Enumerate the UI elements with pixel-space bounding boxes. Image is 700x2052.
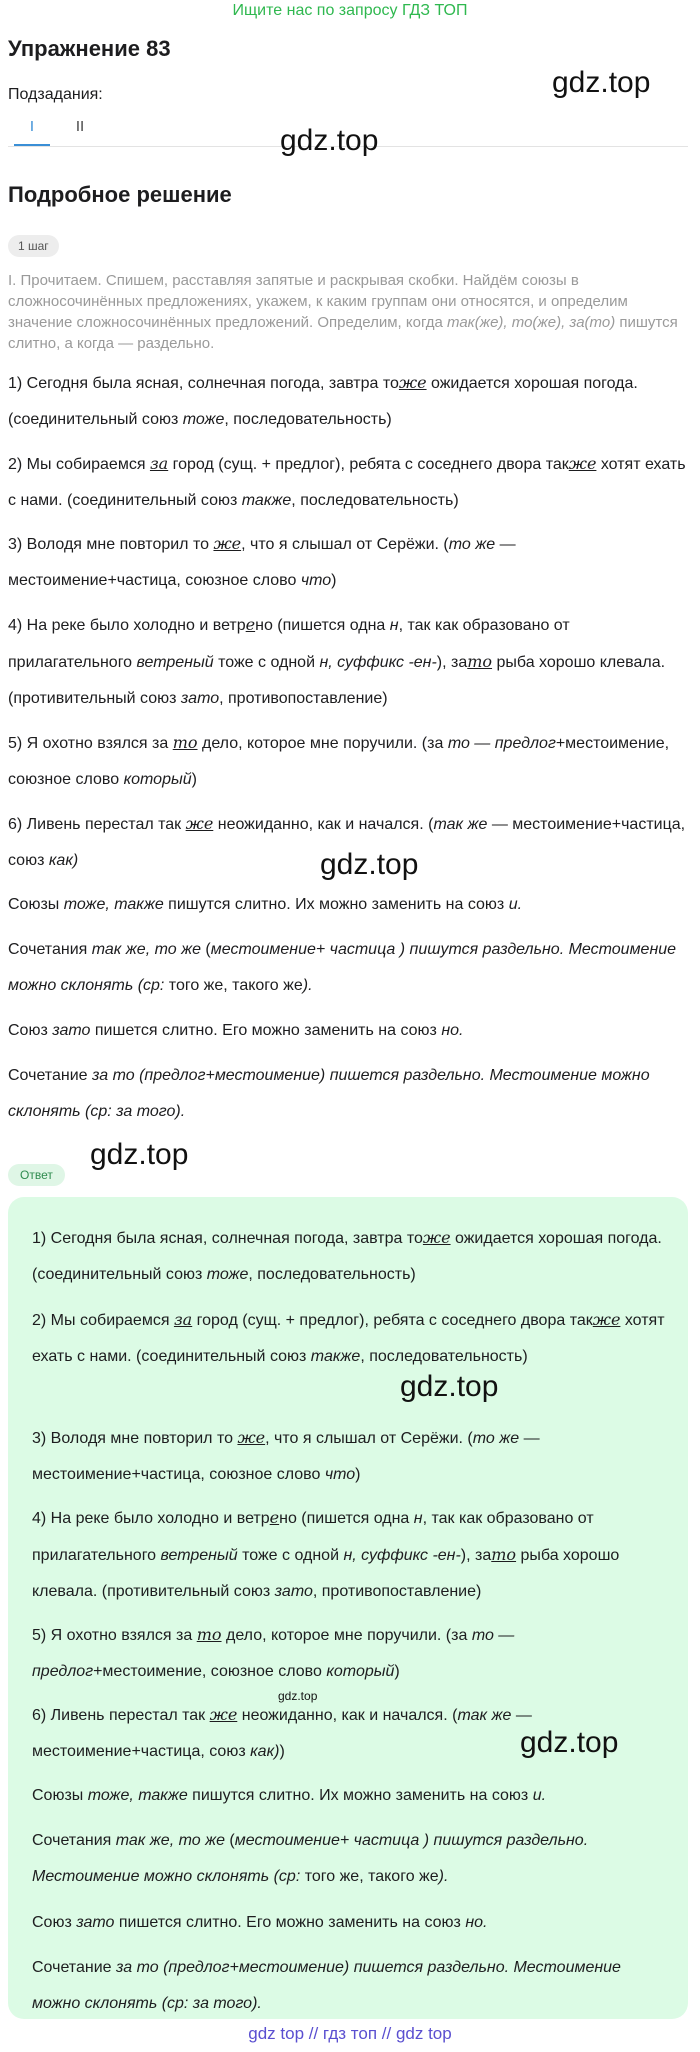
- solution-heading: Подробное решение: [8, 182, 232, 207]
- answer-item-2: 2) Мы собираемся за город (сущ. + предлог), ребята с соседнего двора также хотят ехать с нами. (соединительный союз также, последовательность): [32, 1310, 665, 1365]
- watermark: gdz.top: [400, 1370, 499, 1403]
- solution-item-2: 2) Мы собираемся за город (сущ. + предлог), ребята с соседнего двора также хотят ехать с нами. (соединительный союз также, последовательность): [8, 454, 686, 509]
- solution-intro: I. Прочитаем. Спишем, расставляя запятые и раскрывая скобки. Найдём союзы в сложносочинённых предложениях, укажем, к каким группам они относятся, и определим значение сложносочинённых предложений. Определим, когда так(же), то(же), за(то) пишутся слитно, а когда — раздельно.: [8, 272, 678, 352]
- watermark-small: gdz.top: [278, 1689, 318, 1703]
- solution-item-6: 6) Ливень перестал так же неожиданно, как и начался. (так же — местоимение+частица, союз как): [8, 814, 686, 869]
- answer-rule-za-to: Сочетание за то (предлог+местоимение) пишется раздельно. Местоимение можно склонять (ср: за того).: [32, 1959, 621, 2012]
- watermark: gdz.top: [90, 1138, 189, 1171]
- subtasks-label: Подзадания:: [8, 86, 103, 103]
- rule-zato: Союз зато пишется слитно. Его можно заменить на союз но.: [8, 1022, 464, 1039]
- solution-item-1: 1) Сегодня была ясная, солнечная погода, завтра тоже ожидается хорошая погода. (соединительный союз тоже, последовательность): [8, 373, 638, 428]
- rule-za-to: Сочетание за то (предлог+местоимение) пишется раздельно. Местоимение можно склонять (ср: за того).: [8, 1067, 650, 1120]
- answer-rule-conjunctions: Союзы тоже, также пишутся слитно. Их можно заменить на союз и.: [32, 1787, 547, 1804]
- answer-item-4: 4) На реке было холодно и ветрено (пишется одна н, так как образовано от прилагательного ветреный тоже с одной н, суффикс -ен-), зато рыба хорошо клевала. (противительный союз зато, противопоставление): [32, 1508, 620, 1600]
- tab-subtask-1[interactable]: I: [14, 118, 50, 135]
- solution-item-5: 5) Я охотно взялся за то дело, которое мне поручили. (за то — предлог+местоимение, союзное слово который): [8, 733, 670, 788]
- watermark: gdz.top: [520, 1726, 619, 1759]
- exercise-title: Упражнение 83: [8, 36, 171, 61]
- watermark: gdz.top: [280, 124, 379, 157]
- search-banner: Ищите нас по запросу ГДЗ ТОП: [232, 2, 468, 19]
- solution-item-3: 3) Володя мне повторил то же, что я слышал от Серёжи. (то же — местоимение+частица, союзное слово что): [8, 534, 516, 589]
- step-chip: 1 шаг: [8, 235, 59, 257]
- solution-item-4: 4) На реке было холодно и ветрено (пишется одна н, так как образовано от прилагательного ветреный тоже с одной н, суффикс -ен-), зато рыба хорошо клевала. (противительный союз зато, противопоставление): [8, 615, 666, 707]
- answer-rule-zato: Союз зато пишется слитно. Его можно заменить на союз но.: [32, 1914, 488, 1931]
- watermark: gdz.top: [552, 66, 651, 99]
- footer-links[interactable]: gdz top // гдз топ // gdz top: [248, 2024, 452, 2043]
- rule-combinations-separate: Сочетания так же, то же (местоимение+ частица ) пишутся раздельно. Местоимение можно склонять (ср: того же, такого же).: [8, 941, 677, 994]
- answer-item-6: 6) Ливень перестал так же неожиданно, как и начался. (так же — местоимение+частица, союз как)): [32, 1705, 532, 1760]
- answer-item-3: 3) Володя мне повторил то же, что я слышал от Серёжи. (то же — местоимение+частица, союзное слово что): [32, 1428, 540, 1483]
- watermark: gdz.top: [320, 848, 419, 881]
- tab-subtask-2[interactable]: II: [75, 118, 85, 135]
- answer-item-5: 5) Я охотно взялся за то дело, которое мне поручили. (за то — предлог+местоимение, союзное слово который): [32, 1625, 515, 1680]
- rule-conjunctions-slit: Союзы тоже, также пишутся слитно. Их можно заменить на союз и.: [8, 896, 523, 913]
- answer-rule-combinations: Сочетания так же, то же (местоимение+ частица ) пишутся раздельно. Местоимение можно склонять (ср: того же, такого же).: [32, 1832, 589, 1885]
- answer-chip: Ответ: [8, 1164, 65, 1186]
- answer-item-1: 1) Сегодня была ясная, солнечная погода, завтра тоже ожидается хорошая погода. (соединительный союз тоже, последовательность): [32, 1228, 662, 1283]
